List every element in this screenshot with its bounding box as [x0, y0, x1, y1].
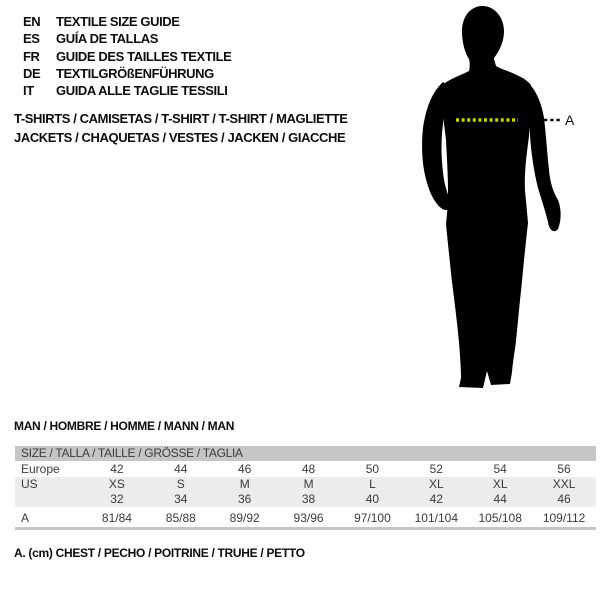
language-code: IT: [23, 83, 34, 99]
table-cell: 50: [365, 462, 380, 476]
table-cell: 93/96: [293, 511, 324, 525]
table-cell: 105/108: [478, 511, 522, 525]
table-cell: 46: [557, 492, 571, 506]
table-cell: 36: [238, 492, 252, 506]
row-label: Europe: [21, 462, 60, 476]
language-row: [23, 82, 231, 99]
language-label: GUÍA DE TALLAS: [56, 31, 159, 47]
table-bottom-border: [15, 527, 596, 530]
language-label: GUIDA ALLE TAGLIE TESSILI: [56, 83, 228, 99]
table-cell: 52: [429, 462, 443, 476]
table-cell: 101/104: [414, 511, 458, 525]
table-cell: 89/92: [229, 511, 260, 525]
language-row: [23, 30, 231, 47]
language-row: [23, 48, 231, 65]
table-cell: M: [303, 477, 314, 491]
table-cell: 42: [110, 462, 124, 476]
measurement-footnote: A. (cm) CHEST / PECHO / POITRINE / TRUHE / PETTO: [14, 546, 305, 560]
language-code: FR: [23, 48, 40, 64]
table-cell: XL: [428, 477, 444, 491]
measure-label-a: A: [565, 112, 575, 128]
table-row-europe: [15, 461, 596, 477]
man-right-arm: [521, 78, 561, 231]
table-cell: S: [176, 477, 185, 491]
table-cell: 85/88: [165, 511, 196, 525]
category-jackets: JACKETS / CHAQUETAS / VESTES / JACKEN / GIACCHE: [14, 129, 346, 145]
section-title-man: MAN / HOMBRE / HOMME / MANN / MAN: [14, 419, 235, 433]
language-label: TEXTILGRÖßENFÜHRUNG: [56, 65, 214, 81]
language-label: TEXTILE SIZE GUIDE: [56, 14, 180, 29]
table-row-chest: [15, 507, 596, 524]
table-cell: 54: [493, 462, 507, 476]
man-silhouette: [440, 6, 531, 388]
language-label: GUIDE DES TAILLES TEXTILE: [56, 48, 232, 64]
table-row-us: [15, 477, 596, 492]
category-lines: [14, 110, 348, 147]
man-figure: [395, 0, 600, 400]
table-cell: 38: [301, 492, 316, 506]
table-cell: XXL: [552, 477, 576, 491]
table-cell: M: [239, 477, 250, 491]
row-label: [15, 492, 85, 507]
row-label: A: [21, 511, 30, 525]
language-code: EN: [23, 14, 41, 29]
language-code: DE: [23, 65, 41, 81]
table-cell: XL: [492, 477, 508, 491]
size-table-header: SIZE / TALLA / TAILLE / GRÖSSE / TAGLIA: [15, 446, 596, 461]
table-cell: 97/100: [354, 511, 391, 525]
table-row-numeric: [15, 492, 596, 507]
table-cell: 42: [429, 492, 443, 506]
table-cell: 44: [174, 462, 188, 476]
table-cell: L: [369, 477, 376, 491]
table-cell: 32: [110, 492, 124, 506]
category-tshirts: T-SHIRTS / CAMISETAS / T-SHIRT / T-SHIRT / MAGLIETTE: [14, 111, 348, 126]
table-cell: 40: [365, 492, 380, 506]
table-cell: 44: [493, 492, 507, 506]
table-cell: XS: [108, 477, 125, 491]
language-code: ES: [23, 31, 40, 47]
language-row: [23, 65, 231, 82]
row-label: US: [21, 477, 38, 491]
table-cell: 109/112: [542, 511, 586, 525]
language-list: [23, 13, 231, 99]
language-row: [23, 13, 231, 30]
table-cell: 81/84: [101, 511, 132, 525]
table-cell: 56: [557, 462, 571, 476]
table-cell: 48: [301, 462, 316, 476]
size-table: [15, 446, 596, 530]
table-cell: 46: [238, 462, 252, 476]
table-cell: 34: [174, 492, 188, 506]
